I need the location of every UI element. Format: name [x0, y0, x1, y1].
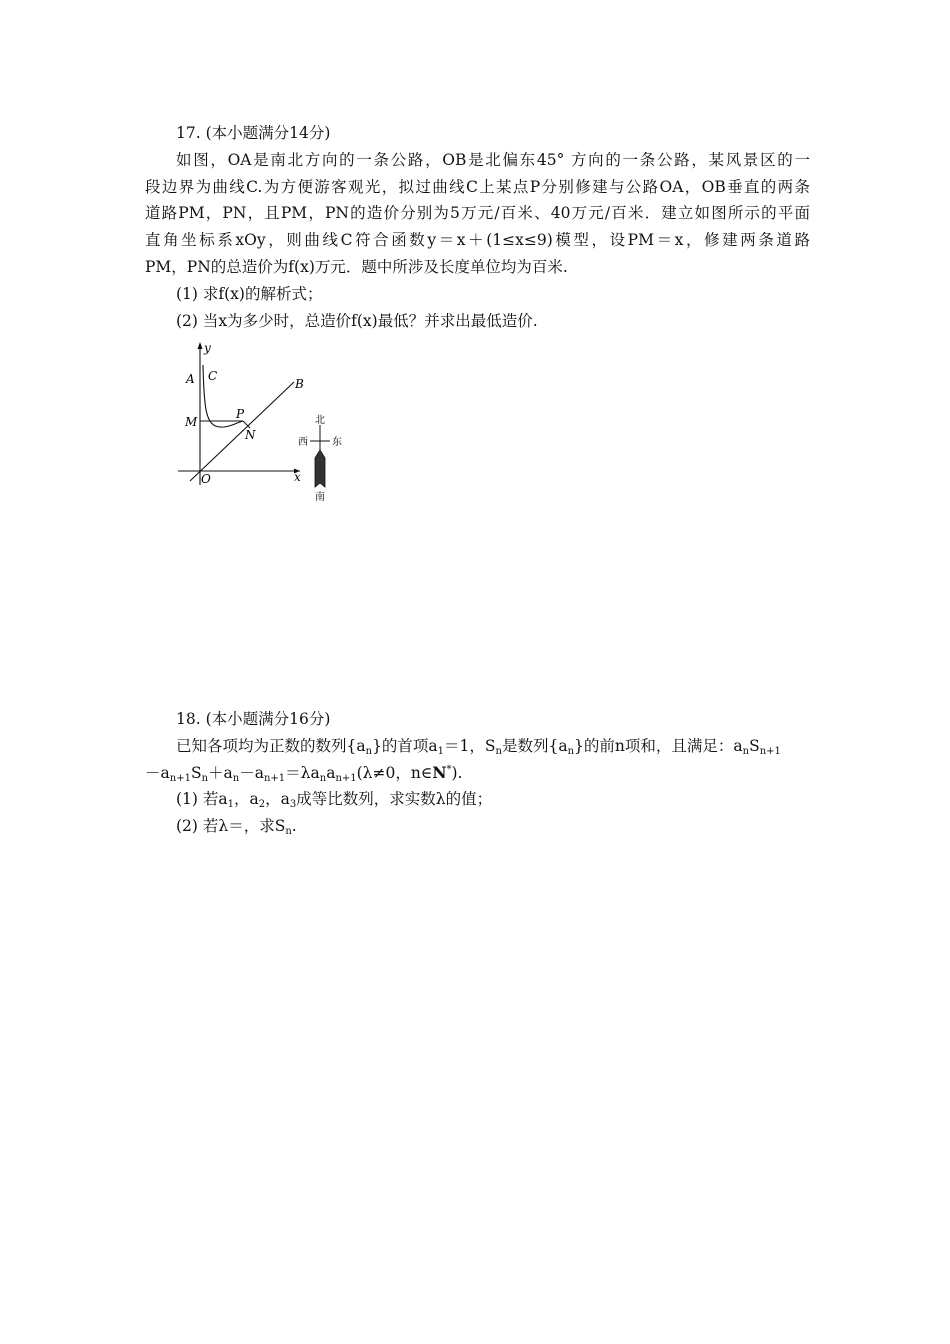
label-o: O — [201, 472, 211, 486]
q18-sub: 1 — [227, 799, 234, 811]
q17-header: 17. (本小题满分14分) — [176, 124, 331, 142]
q18-l1-seg-b: }的首项a — [372, 736, 438, 755]
q18-part-1 — [145, 786, 810, 813]
compass-arrow-icon — [315, 450, 325, 487]
q18-line-2 — [145, 760, 810, 787]
label-a: A — [186, 372, 195, 386]
q17-line-5: PM，PN的总造价为f(x)万元．题中所涉及长度单位均为百米. — [145, 257, 568, 276]
compass — [298, 414, 342, 503]
q18-l2-seg-e: ＝λa — [285, 763, 320, 782]
q17-figure — [170, 340, 355, 510]
label-c: C — [208, 369, 218, 383]
compass-west: 西 — [298, 437, 308, 448]
q18-line-1 — [145, 733, 810, 760]
compass-east: 东 — [332, 437, 342, 448]
q18-l2-seg-b: S — [190, 763, 202, 782]
q18-l2-seg-a: －a — [145, 763, 170, 782]
q17-part-1: (1) 求f(x)的解析式； — [176, 284, 323, 303]
q18-p2-seg-a: (2) 若λ＝，求S — [176, 817, 286, 836]
q18-sub: n — [201, 772, 209, 784]
q17-line-4: 直角坐标系xOy，则曲线C符合函数y＝x＋(1≤x≤9)模型，设PM＝x，修建两条道路 — [145, 231, 810, 250]
compass-north: 北 — [315, 415, 325, 426]
label-p: P — [236, 407, 245, 421]
y-axis-arrow — [198, 342, 203, 349]
q18-l2-seg-c: ＋a — [208, 763, 233, 782]
label-b: B — [295, 377, 304, 391]
label-x: x — [294, 470, 301, 484]
q18-sub: n — [232, 772, 240, 784]
q18-l1-seg-c: ＝1，S — [444, 736, 496, 755]
q18-sub: 3 — [289, 799, 297, 811]
question-17 — [145, 120, 810, 334]
label-m: M — [185, 415, 198, 429]
q18-sub: n — [319, 772, 327, 784]
q17-line-1: 如图，OA是南北方向的一条公路，OB是北偏东45° 方向的一条公路，某风景区的一 — [176, 150, 810, 169]
q18-p1-seg-a: (1) 若a — [176, 790, 228, 809]
q17-part-2: (2) 当x为多少时，总造价f(x)最低？并求出最低造价. — [176, 311, 538, 330]
q18-sub: n — [495, 745, 502, 757]
q18-part-2 — [145, 813, 810, 840]
q18-sub: 2 — [258, 799, 266, 811]
q18-p1-seg-b: ，a — [234, 790, 259, 809]
q18-l2-seg-g: (λ≠0，n∈ — [356, 763, 433, 782]
q18-sub: n — [567, 745, 575, 757]
q18-sub: n+1 — [263, 772, 286, 784]
q18-sub: 1 — [437, 745, 445, 757]
road-ob — [190, 382, 294, 481]
label-y: y — [204, 341, 211, 355]
q18-sub: n — [285, 826, 292, 838]
q18-l1-seg-d: 是数列{a — [501, 736, 568, 755]
q18-sub: n+1 — [759, 745, 781, 757]
q18-sup: * — [446, 763, 452, 775]
q18-sub: n+1 — [335, 772, 357, 784]
q18-p2-seg-b: . — [291, 817, 297, 836]
q18-sub: n — [365, 745, 373, 757]
q18-l2-seg-d: －a — [239, 763, 264, 782]
q17-line-2: 段边界为曲线C.为方便游客观光，拟过曲线C上某点P分别修建与公路OA，OB垂直的两条 — [145, 177, 810, 196]
q18-sub: n — [742, 745, 750, 757]
q18-p1-seg-c: ，a — [265, 790, 290, 809]
label-n: N — [245, 428, 256, 442]
compass-south: 南 — [315, 492, 325, 503]
q17-line-3: 道路PM，PN，且PM，PN的造价分别为5万元/百米、40万元/百米．建立如图所示的平面 — [145, 204, 810, 223]
q18-l1-seg-a: 已知各项均为正数的数列{a — [176, 736, 366, 755]
q18-l1-seg-e: }的前n项和，且满足：a — [574, 736, 743, 755]
q18-l2-naturals: N — [432, 762, 447, 782]
q18-l2-seg-f: a — [326, 763, 336, 782]
q18-header: 18. (本小题满分16分) — [176, 710, 331, 728]
q18-sub: n+1 — [169, 772, 191, 784]
question-18 — [145, 706, 810, 840]
q18-l2-seg-h: ). — [451, 763, 463, 782]
q18-p1-seg-d: 成等比数列，求实数λ的值； — [296, 790, 493, 809]
q18-l1-seg-f: S — [749, 736, 760, 755]
